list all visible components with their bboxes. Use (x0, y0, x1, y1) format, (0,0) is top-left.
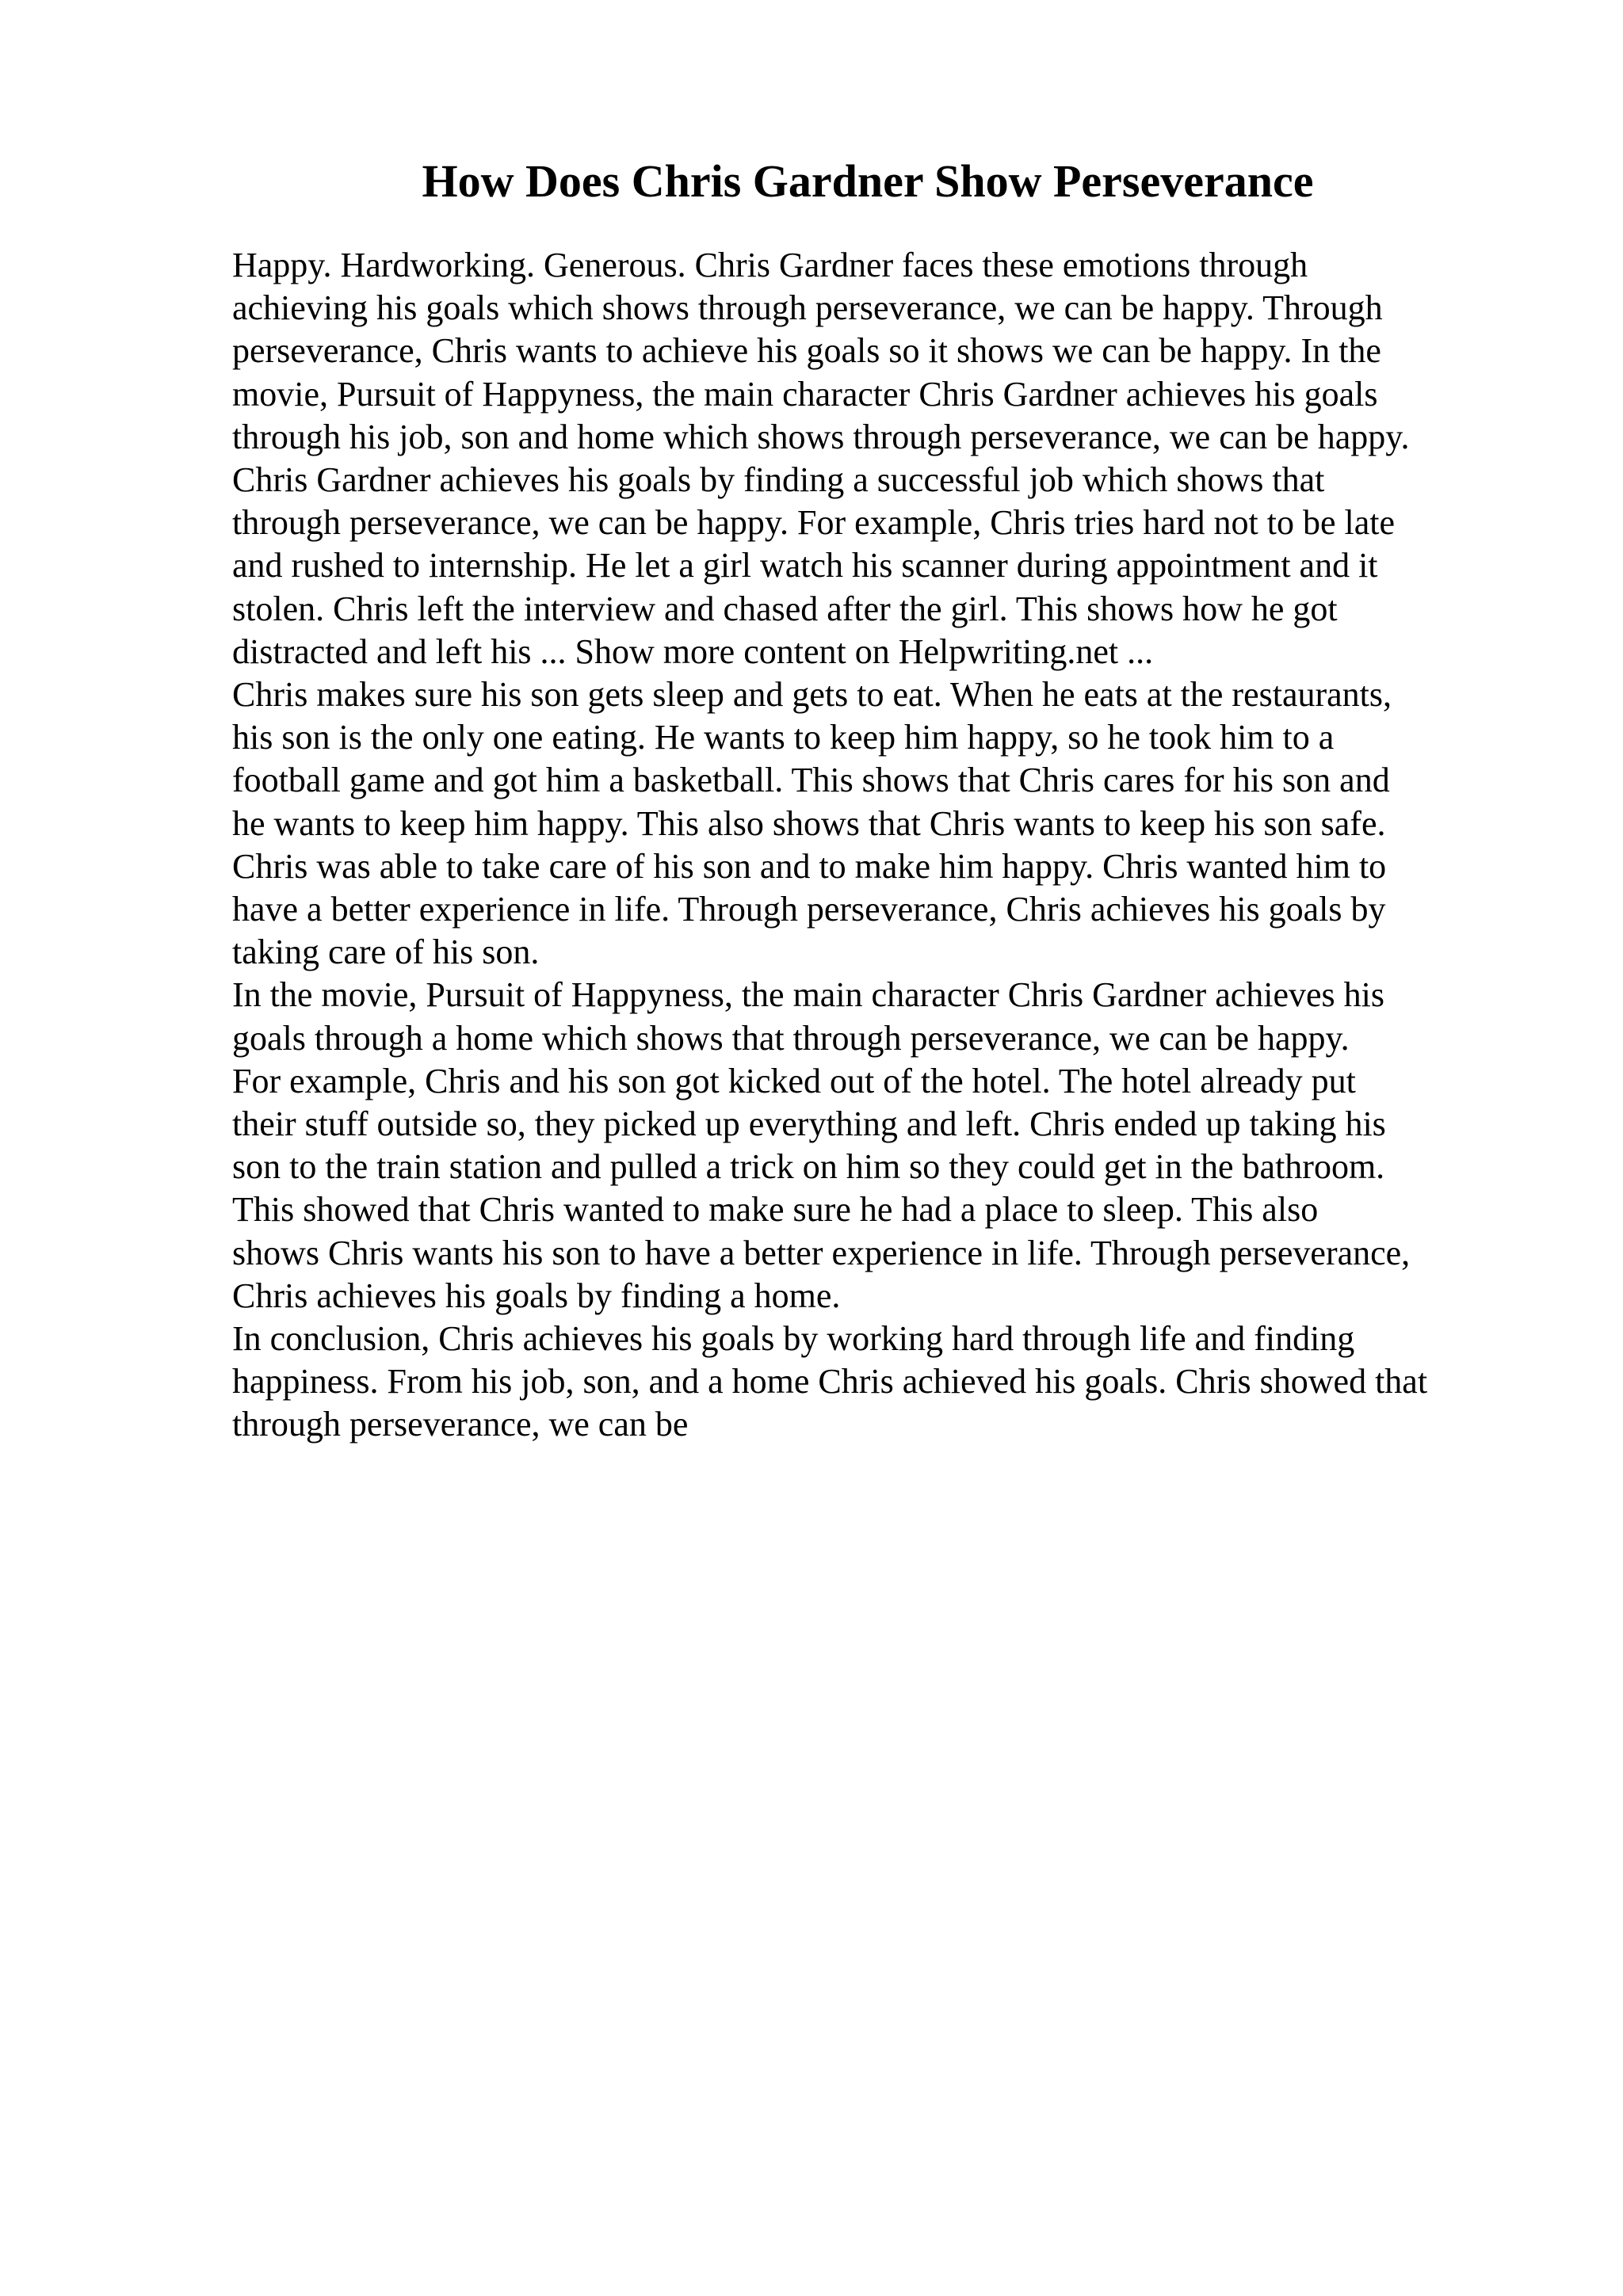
body-line: In the movie, Pursuit of Happyness, the main character Chris Gardner achieves his (232, 975, 1385, 1015)
body-line: achieving his goals which shows through perseverance, we can be happy. Through (232, 288, 1383, 328)
body-line: through perseverance, we can be happy. For example, Chris tries hard not to be late (232, 503, 1395, 543)
body-line: happiness. From his job, son, and a home Chris achieved his goals. Chris showed that (232, 1362, 1428, 1402)
body-line: football game and got him a basketball. This shows that Chris cares for his son and (232, 761, 1390, 800)
body-line: taking care of his son. (232, 933, 540, 972)
body-line: Happy. Hardworking. Generous. Chris Gardner faces these emotions through (232, 246, 1308, 284)
body-line: their stuff outside so, they picked up everything and left. Chris ended up taking his (232, 1104, 1386, 1144)
body-line: Chris Gardner achieves his goals by finding a successful job which shows that (232, 460, 1325, 500)
body-line: Chris makes sure his son gets sleep and gets to eat. When he eats at the restaurants, (232, 675, 1392, 715)
body-line: Chris achieves his goals by finding a home. (232, 1276, 841, 1315)
body-line: In conclusion, Chris achieves his goals by working hard through life and finding (232, 1319, 1355, 1359)
body-line: movie, Pursuit of Happyness, the main character Chris Gardner achieves his goals (232, 374, 1378, 414)
body-line: This showed that Chris wanted to make sure he had a place to sleep. This also (232, 1190, 1319, 1230)
body-line: son to the train station and pulled a trick on him so they could get in the bathroom. (232, 1147, 1385, 1187)
body-line: through his job, son and home which shows through perseverance, we can be happy. (232, 417, 1410, 456)
body-line: goals through a home which shows that through perseverance, we can be happy. (232, 1018, 1350, 1058)
body-line: perseverance, Chris wants to achieve his goals so it shows we can be happy. In the (232, 331, 1381, 371)
body-line: shows Chris wants his son to have a better experience in life. Through perseverance, (232, 1233, 1411, 1272)
body-line: he wants to keep him happy. This also shows that Chris wants to keep his son safe. (232, 803, 1386, 843)
body-line: his son is the only one eating. He wants to keep him happy, so he took him to a (232, 718, 1335, 757)
body-line: and rushed to internship. He let a girl watch his scanner during appointment and it (232, 546, 1378, 585)
body-line: through perseverance, we can be (232, 1405, 689, 1444)
body-line: Chris was able to take care of his son and to make him happy. Chris wanted him to (232, 846, 1387, 886)
body-line: distracted and left his ... Show more content on Helpwriting.net ... (232, 631, 1154, 671)
body-line: stolen. Chris left the interview and chased after the girl. This shows how he got (232, 589, 1338, 628)
body-line: For example, Chris and his son got kicked out of the hotel. The hotel already put (232, 1061, 1356, 1100)
document-title: How Does Chris Gardner Show Perseverance (422, 155, 1314, 207)
document-body (232, 244, 1611, 1447)
body-line: have a better experience in life. Through perseverance, Chris achieves his goals by (232, 890, 1386, 929)
